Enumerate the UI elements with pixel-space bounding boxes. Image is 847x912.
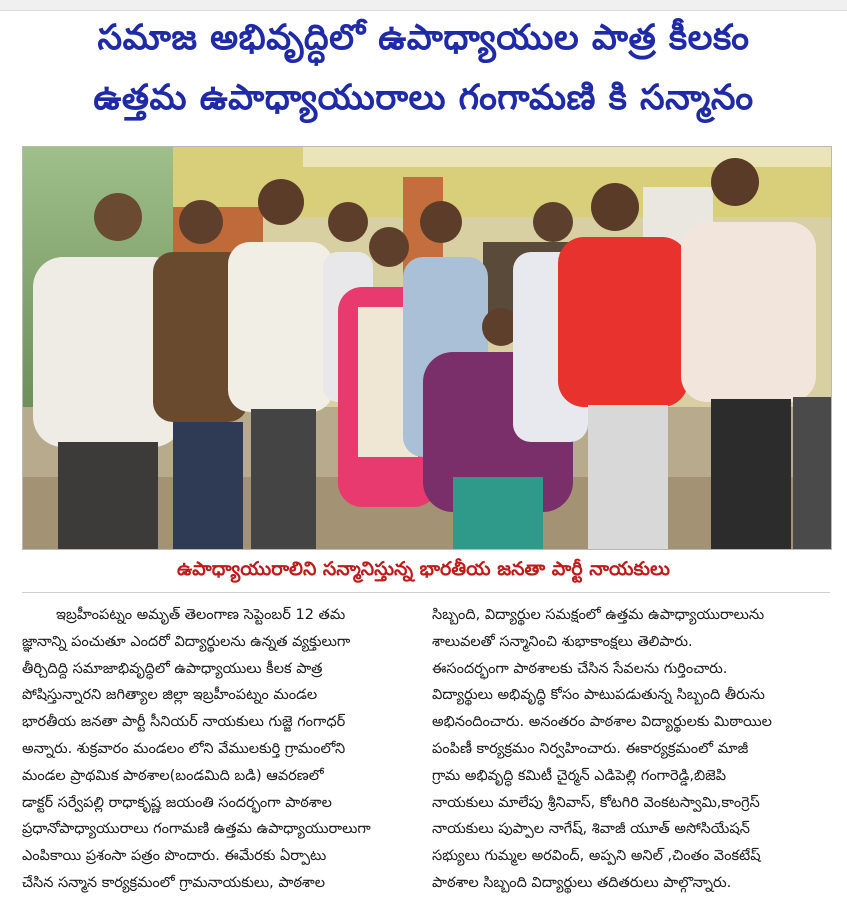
top-strip bbox=[0, 0, 847, 11]
article-line: పోషిస్తున్నారని జగిత్యాల జిల్లా ఇబ్రహీంపట్నం మండల bbox=[22, 687, 318, 704]
headline-line-1: సమాజ అభివృద్ధిలో ఉపాధ్యాయుల పాత్ర కీలకం bbox=[97, 18, 750, 58]
article-right-column bbox=[432, 602, 830, 897]
article-line: పంపిణీ కార్యక్రమం నిర్వహించారు. ఈకార్యక్రమంలో మాజీ bbox=[432, 740, 749, 757]
article-line: చేసిన సన్మాన కార్యక్రమంలో గ్రామనాయకులు, పాఠశాల bbox=[22, 874, 325, 891]
article-left-column bbox=[22, 602, 420, 897]
article-line: సభ్యులు గుమ్మల అరవింద్, అప్పని అనిల్ ,చింతం వెంకటేష్ bbox=[432, 848, 761, 865]
article-line: తీర్చిదిద్ది సమాజాభివృద్ధిలో ఉపాధ్యాయులు కీలక పాత్ర bbox=[22, 660, 323, 677]
article-line: భారతీయ జనతా పార్టీ సీనియర్ నాయకులు గుజ్జె గంగాధర్ bbox=[22, 714, 346, 731]
article-line: జ్ఞానాన్ని పంచుతూ ఎందరో విద్యార్థులను ఉన్నత వ్యక్తులుగా bbox=[22, 633, 351, 650]
article-line: డాక్టర్ సర్వేపల్లి రాధాకృష్ణ జయంతి సందర్భంగా పాఠశాల bbox=[22, 794, 332, 811]
article-line: పాఠశాల సిబ్బంది విద్యార్థులు తదితరులు పాల్గొన్నారు. bbox=[432, 874, 732, 891]
article-line: ఇబ్రహీంపట్నం అమృత్ తెలంగాణ సెప్టెంబర్ 12 తమ bbox=[56, 607, 346, 623]
article-line: అన్నారు. శుక్రవారం మండలం లోని వేములకుర్తి గ్రామంలోని bbox=[22, 740, 346, 757]
article-line: ఈసందర్భంగా పాఠశాలకు చేసిన సేవలను గుర్తించారు. bbox=[432, 660, 728, 677]
news-photo bbox=[22, 146, 832, 550]
caption-divider bbox=[22, 592, 830, 593]
article-line: అభినందించారు. అనంతరం పాఠశాల విద్యార్థులకు మిఠాయిల bbox=[432, 714, 772, 731]
article-line: ఎంపికాయి ప్రశంసా పత్రం పొందారు. ఈమేరకు ఏర్పాటు bbox=[22, 848, 327, 865]
article-line: గ్రామ అభివృద్ధి కమిటీ చైర్మన్ ఎడిపెల్లి గంగారెడ్డి,బిజెపి bbox=[432, 767, 727, 784]
article-line: విద్యార్థులు అభివృద్ధి కోసం పాటుపడుతున్న సిబ్బంది తీరును bbox=[432, 687, 765, 704]
photo-caption: ఉపాధ్యాయురాలిని సన్మానిస్తున్న భారతీయ జనతా పార్టీ నాయకులు bbox=[177, 558, 670, 580]
article-line: నాయకులు మాలేపు శ్రీనివాస్, కోటగిరి వెంకటస్వామి,కాంగ్రెస్ bbox=[432, 794, 760, 811]
article-line: మండల ప్రాథమిక పాఠశాల(బండమిది బడి) ఆవరణలో bbox=[22, 767, 324, 784]
article-line: సిబ్బంది, విద్యార్థుల సమక్షంలో ఉత్తమ ఉపాధ్యాయురాలును bbox=[432, 607, 765, 623]
article-line: ప్రధానోపాధ్యాయురాలు గంగామణి ఉత్తమ ఉపాధ్యాయురాలుగా bbox=[22, 821, 371, 838]
article-line: శాలువలతో సన్మానించి శుభాకాంక్షలు తెలిపారు. bbox=[432, 633, 693, 650]
article-line: నాయకులు పుప్పాల నాగేష్, శివాజీ యూత్ అసోసియేషన్ bbox=[432, 821, 750, 838]
headline-line-2: ఉత్తమ ఉపాధ్యాయురాలు గంగామణి కి సన్మానం bbox=[93, 78, 754, 118]
